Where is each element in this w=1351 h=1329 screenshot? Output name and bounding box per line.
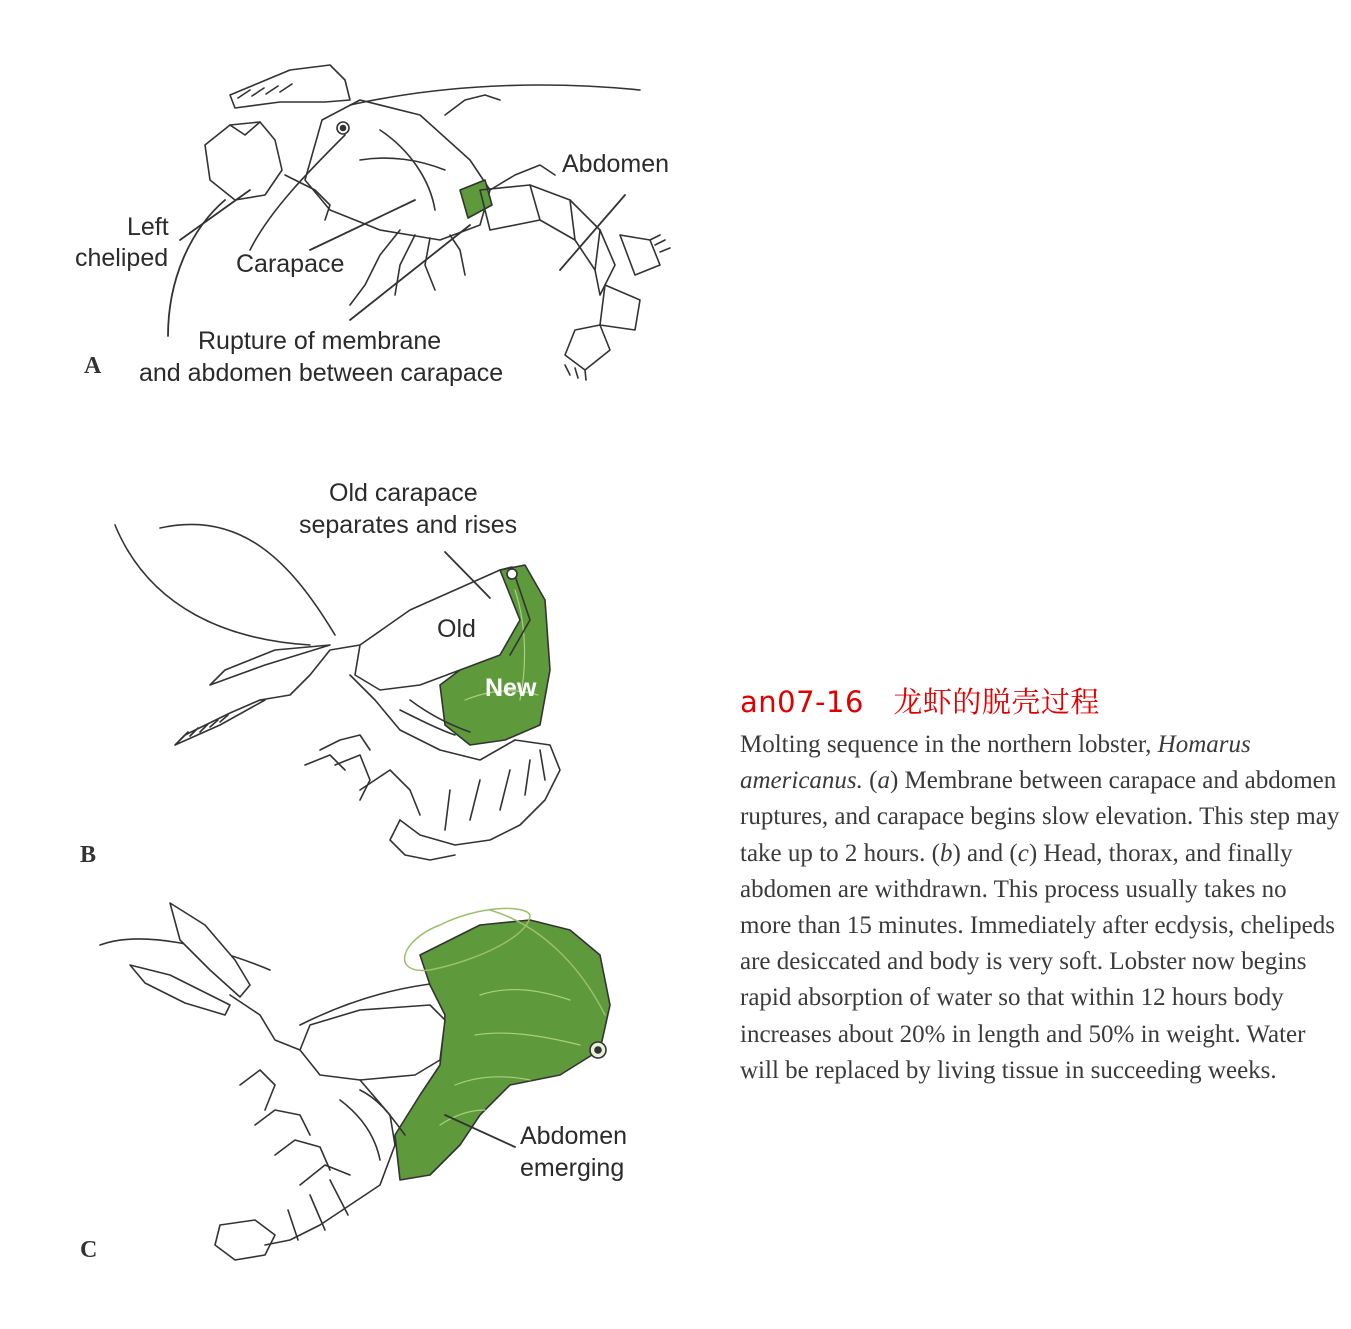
caption-body: [740, 727, 1340, 1089]
label-old-carapace-line1: Old carapace: [329, 479, 478, 507]
label-new: New: [485, 674, 537, 702]
caption-text-4: ) and (: [952, 839, 1018, 867]
label-left: Left: [127, 213, 169, 241]
panel-c: [60, 885, 710, 1285]
label-rupture-line1: Rupture of membrane: [198, 327, 442, 355]
panel-b: [60, 470, 710, 890]
caption-text-5: ) Head, thorax, and finally abdomen are withdrawn. This process usually takes no more than 15 minutes. Immediately after ecdysis, chelipeds are desiccated and body is very soft. Lobster now begins rapid absorption of water so that within 12 hours body increases about 20% in length and 50% in weight. Water will be replaced by living tissue in succeeding weeks.: [740, 839, 1335, 1084]
label-emerging: emerging: [520, 1154, 625, 1182]
caption-text-3: ) Membrane between carapace and abdomen ruptures, and carapace begins slow elevation. This step may take up to 2 hours. (: [740, 767, 1340, 867]
label-rupture-line2: and abdomen between carapace: [139, 359, 504, 387]
caption-title: an07-16 龙虾的脱壳过程: [740, 685, 1100, 719]
caption-text-1: Molting sequence in the northern lobster,: [740, 731, 1158, 758]
label-cheliped: cheliped: [75, 244, 169, 272]
panel-letter-c: C: [80, 1237, 98, 1263]
caption-marker-c: c: [1017, 839, 1029, 867]
label-abdomen: Abdomen: [520, 1122, 628, 1150]
lobster-c-drawing: [60, 885, 710, 1285]
label-old: Old: [437, 615, 476, 643]
caption-marker-b: b: [939, 839, 953, 867]
caption-species: Homarus americanus.: [740, 731, 1251, 795]
caption-marker-a: a: [877, 767, 890, 795]
label-carapace: Carapace: [236, 250, 345, 278]
panel-a: [60, 40, 710, 430]
label-old-carapace-line2: separates and rises: [299, 511, 518, 539]
figure-caption: [740, 680, 1340, 1089]
panel-letter-a: A: [84, 353, 102, 379]
label-abdomen: Abdomen: [562, 150, 670, 178]
caption-text-2: (: [862, 767, 878, 795]
panel-letter-b: B: [80, 842, 97, 868]
